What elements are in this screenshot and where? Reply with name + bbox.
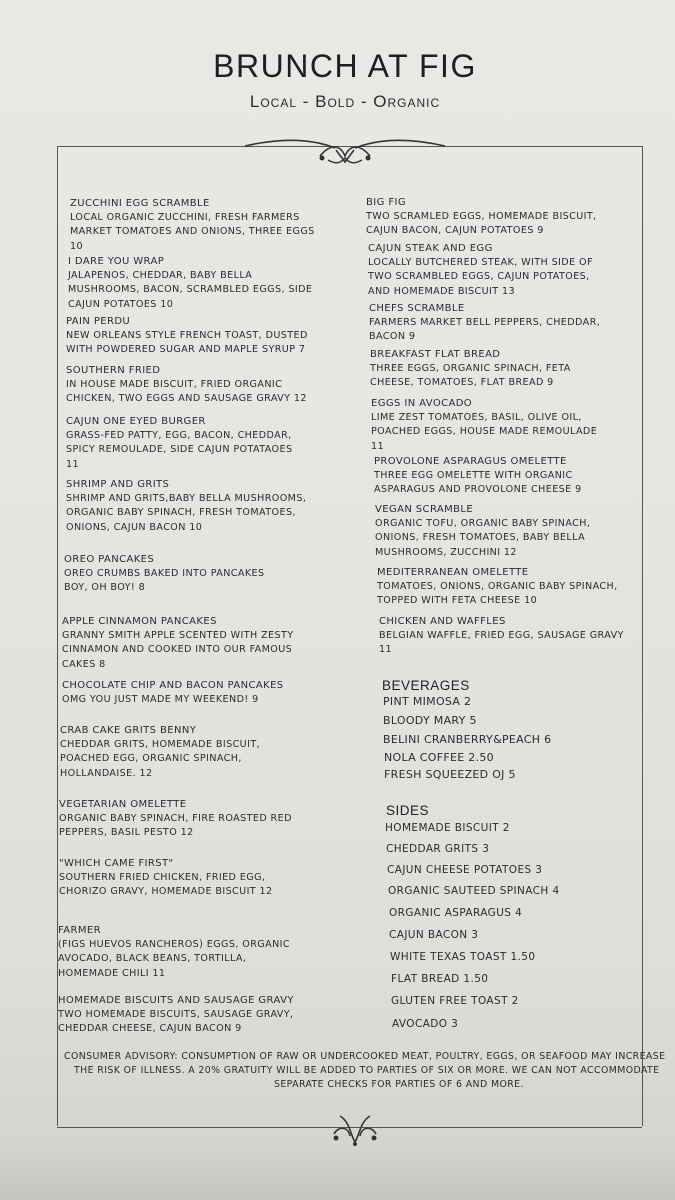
advisory-line: CONSUMER ADVISORY: CONSUMPTION OF RAW OR UNDERCOOKED MEAT, POULTRY, EGGS, OR SEAFOOD MAY INCREASE	[64, 1051, 666, 1062]
menu-item	[371, 397, 661, 454]
item-name: SHRIMP AND GRITS	[66, 479, 170, 490]
menu-item	[379, 615, 673, 658]
item-price: 10	[70, 240, 84, 252]
item-desc: CAJUN POTATOES 10	[68, 298, 174, 310]
item-desc: CINNAMON AND COOKED INTO OUR FAMOUS	[62, 644, 293, 656]
item-desc: (FIGS HUEVOS RANCHEROS) EGGS, ORGANIC	[58, 939, 290, 951]
item-name: CHEFS SCRAMBLE	[369, 303, 465, 314]
consumer-advisory	[62, 1050, 675, 1092]
menu-item	[377, 566, 673, 609]
beverage-item: BELINI CRANBERRY&PEACH 6	[383, 733, 552, 746]
item-desc: CHEDDAR CHEESE, CAJUN BACON 9	[58, 1023, 242, 1035]
item-name: CHOCOLATE CHIP AND BACON PANCAKES	[62, 680, 284, 691]
side-item: HOMEMADE BISCUIT 2	[385, 822, 510, 834]
item-desc: LIME ZEST TOMATOES, BASIL, OLIVE OIL,	[371, 412, 582, 424]
item-name: HOMEMADE BISCUITS AND SAUSAGE GRAVY	[58, 995, 294, 1006]
menu-item	[370, 348, 660, 391]
item-desc: CAJUN BACON, CAJUN POTATOES 9	[366, 225, 544, 237]
item-name: VEGETARIAN OMELETTE	[59, 799, 187, 810]
sides-heading: SIDES	[386, 803, 430, 818]
item-desc: TOPPED WITH FETA CHEESE 10	[377, 595, 538, 607]
item-name: BREAKFAST FLAT BREAD	[370, 349, 501, 360]
item-name: CHICKEN AND WAFFLES	[379, 616, 506, 627]
item-desc: ONIONS, FRESH TOMATOES, BABY BELLA	[375, 532, 586, 544]
item-desc: CHICKEN, TWO EGGS AND SAUSAGE GRAVY 12	[66, 393, 307, 405]
item-desc: HOMEMADE CHILI 11	[58, 967, 166, 979]
menu-title: BRUNCH AT FIG	[213, 48, 477, 84]
menu-item	[58, 924, 358, 981]
menu-item	[375, 503, 665, 560]
item-desc: NEW ORLEANS STYLE FRENCH TOAST, DUSTED	[66, 330, 308, 342]
item-desc: TWO SCRAMLED EGGS, HOMEMADE BISCUIT,	[366, 211, 597, 223]
menu-item	[66, 415, 356, 472]
item-desc: ORGANIC BABY SPINACH, FRESH TOMATOES,	[66, 507, 296, 519]
item-desc: LOCALLY BUTCHERED STEAK, WITH SIDE OF	[368, 257, 593, 269]
menu-item	[366, 196, 656, 239]
flourish-ornament-icon	[240, 134, 450, 170]
beverage-item: FRESH SQUEEZED OJ 5	[384, 768, 516, 781]
item-desc: CHEESE, TOMATOES, FLAT BREAD 9	[370, 377, 554, 389]
side-item: AVOCADO 3	[392, 1018, 459, 1030]
item-desc: WITH POWDERED SUGAR AND MAPLE SYRUP 7	[66, 344, 306, 356]
item-name: CRAB CAKE GRITS BENNY	[60, 725, 197, 736]
item-name: EGGS IN AVOCADO	[371, 398, 473, 409]
item-desc: ORGANIC BABY SPINACH, FIRE ROASTED RED	[59, 813, 292, 825]
menu-subtitle: Local - Bold - Organic	[249, 92, 441, 111]
side-item: ORGANIC SAUTEED SPINACH 4	[388, 885, 560, 897]
item-desc: OREO CRUMBS BAKED INTO PANCAKES	[64, 568, 265, 580]
item-desc: BELGIAN WAFFLE, FRIED EGG, SAUSAGE GRAVY	[379, 630, 624, 642]
beverages-heading: BEVERAGES	[382, 678, 470, 693]
item-desc: CHORIZO GRAVY, HOMEMADE BISCUIT 12	[59, 886, 273, 898]
menu-item	[368, 242, 658, 299]
beverage-item: BLOODY MARY 5	[383, 714, 477, 727]
item-desc: 11	[66, 458, 80, 470]
item-desc: TWO HOMEMADE BISCUITS, SAUSAGE GRAVY,	[58, 1009, 294, 1021]
item-name: CAJUN STEAK AND EGG	[368, 243, 493, 254]
menu-item	[66, 364, 356, 407]
item-desc: TWO SCRAMBLED EGGS, CAJUN POTATOES,	[368, 271, 590, 283]
item-desc: BACON 9	[369, 331, 416, 343]
item-name: ZUCCHINI EGG SCRAMBLE	[70, 198, 210, 209]
menu-item	[374, 455, 664, 498]
item-name: MEDITERRANEAN OMELETTE	[377, 567, 529, 578]
item-desc: ASPARAGUS AND PROVOLONE CHEESE 9	[374, 484, 582, 496]
advisory-line: SEPARATE CHECKS FOR PARTIES OF 6 AND MORE.	[274, 1079, 524, 1090]
item-desc: JALAPENOS, CHEDDAR, BABY BELLA	[68, 270, 253, 282]
menu-item	[62, 615, 357, 672]
item-desc: THREE EGG OMELETTE WITH ORGANIC	[374, 470, 573, 482]
side-item: FLAT BREAD 1.50	[391, 973, 489, 985]
item-name: "WHICH CAME FIRST"	[59, 858, 174, 869]
item-desc: LOCAL ORGANIC ZUCCHINI, FRESH FARMERS	[70, 212, 300, 224]
item-desc: ONIONS, CAJUN BACON 10	[66, 521, 203, 533]
menu-item	[66, 478, 356, 535]
item-name: PROVOLONE ASPARAGUS OMELETTE	[374, 456, 567, 467]
menu-item	[59, 798, 359, 841]
side-item: CAJUN CHEESE POTATOES 3	[387, 864, 543, 876]
item-desc: OMG YOU JUST MADE MY WEEKEND! 9	[62, 694, 259, 706]
side-item: WHITE TEXAS TOAST 1.50	[390, 951, 536, 963]
item-desc: SOUTHERN FRIED CHICKEN, FRIED EGG,	[59, 872, 266, 884]
item-desc: 11	[379, 644, 393, 656]
flourish-ornament-icon	[320, 1108, 390, 1148]
item-desc: TOMATOES, ONIONS, ORGANIC BABY SPINACH,	[377, 581, 618, 593]
menu-item	[66, 315, 356, 358]
item-desc: POACHED EGG, ORGANIC SPINACH,	[60, 753, 242, 765]
item-desc: MARKET TOMATOES AND ONIONS, THREE EGGS	[70, 226, 315, 238]
side-item: GLUTEN FREE TOAST 2	[391, 995, 519, 1007]
side-item: CAJUN BACON 3	[389, 929, 479, 941]
item-desc: HOLLANDAISE. 12	[60, 767, 153, 779]
item-desc: FARMERS MARKET BELL PEPPERS, CHEDDAR,	[369, 317, 601, 329]
item-name: BIG FIG	[366, 197, 406, 208]
item-desc: CHEDDAR GRITS, HOMEMADE BISCUIT,	[60, 739, 261, 751]
item-desc: PEPPERS, BASIL PESTO 12	[59, 827, 194, 839]
item-name: PAIN PERDU	[66, 316, 131, 327]
item-name: OREO PANCAKES	[64, 554, 155, 565]
advisory-line: THE RISK OF ILLNESS. A 20% GRATUITY WILL BE ADDED TO PARTIES OF SIX OR MORE. WE CAN NOT ACCOMMODATE	[74, 1065, 660, 1076]
item-name: APPLE CINNAMON PANCAKES	[62, 616, 217, 627]
item-desc: SPICY REMOULADE, SIDE CAJUN POTATAOES	[66, 444, 293, 456]
item-name: CAJUN ONE EYED BURGER	[66, 416, 206, 427]
item-desc: MUSHROOMS, BACON, SCRAMBLED EGGS, SIDE	[68, 284, 313, 296]
item-desc: THREE EGGS, ORGANIC SPINACH, FETA	[370, 363, 571, 375]
menu-item	[369, 302, 659, 345]
menu-item	[60, 724, 355, 781]
item-desc: POACHED EGGS, HOUSE MADE REMOULADE	[371, 426, 598, 438]
side-item: CHEDDAR GRITS 3	[386, 843, 490, 855]
item-desc: MUSHROOMS, ZUCCHINI 12	[375, 546, 517, 558]
item-desc: BOY, OH BOY! 8	[64, 582, 146, 594]
item-name: SOUTHERN FRIED	[66, 365, 161, 376]
item-desc: 11	[371, 440, 385, 452]
beverage-item: PINT MIMOSA 2	[383, 695, 472, 708]
side-item: ORGANIC ASPARAGUS 4	[389, 907, 523, 919]
menu-item	[62, 679, 357, 707]
menu-item	[59, 857, 359, 900]
item-name: FARMER	[58, 925, 101, 936]
menu-item	[64, 553, 354, 596]
menu-item	[68, 255, 348, 312]
item-desc: SHRIMP AND GRITS,BABY BELLA MUSHROOMS,	[66, 493, 307, 505]
page-shadow	[0, 1150, 675, 1200]
item-desc: CAKES 8	[62, 658, 106, 670]
menu-item	[58, 994, 363, 1037]
item-name: VEGAN SCRAMBLE	[375, 504, 474, 515]
item-desc: ORGANIC TOFU, ORGANIC BABY SPINACH,	[375, 518, 591, 530]
item-desc: GRANNY SMITH APPLE SCENTED WITH ZESTY	[62, 630, 294, 642]
item-desc: IN HOUSE MADE BISCUIT, FRIED ORGANIC	[66, 379, 283, 391]
menu-item	[70, 197, 350, 254]
item-name: I DARE YOU WRAP	[68, 256, 165, 267]
item-desc: AVOCADO, BLACK BEANS, TORTILLA,	[58, 953, 247, 965]
item-desc: AND HOMEMADE BISCUIT 13	[368, 285, 515, 297]
beverage-item: NOLA COFFEE 2.50	[384, 751, 494, 764]
item-desc: GRASS-FED PATTY, EGG, BACON, CHEDDAR,	[66, 430, 292, 442]
